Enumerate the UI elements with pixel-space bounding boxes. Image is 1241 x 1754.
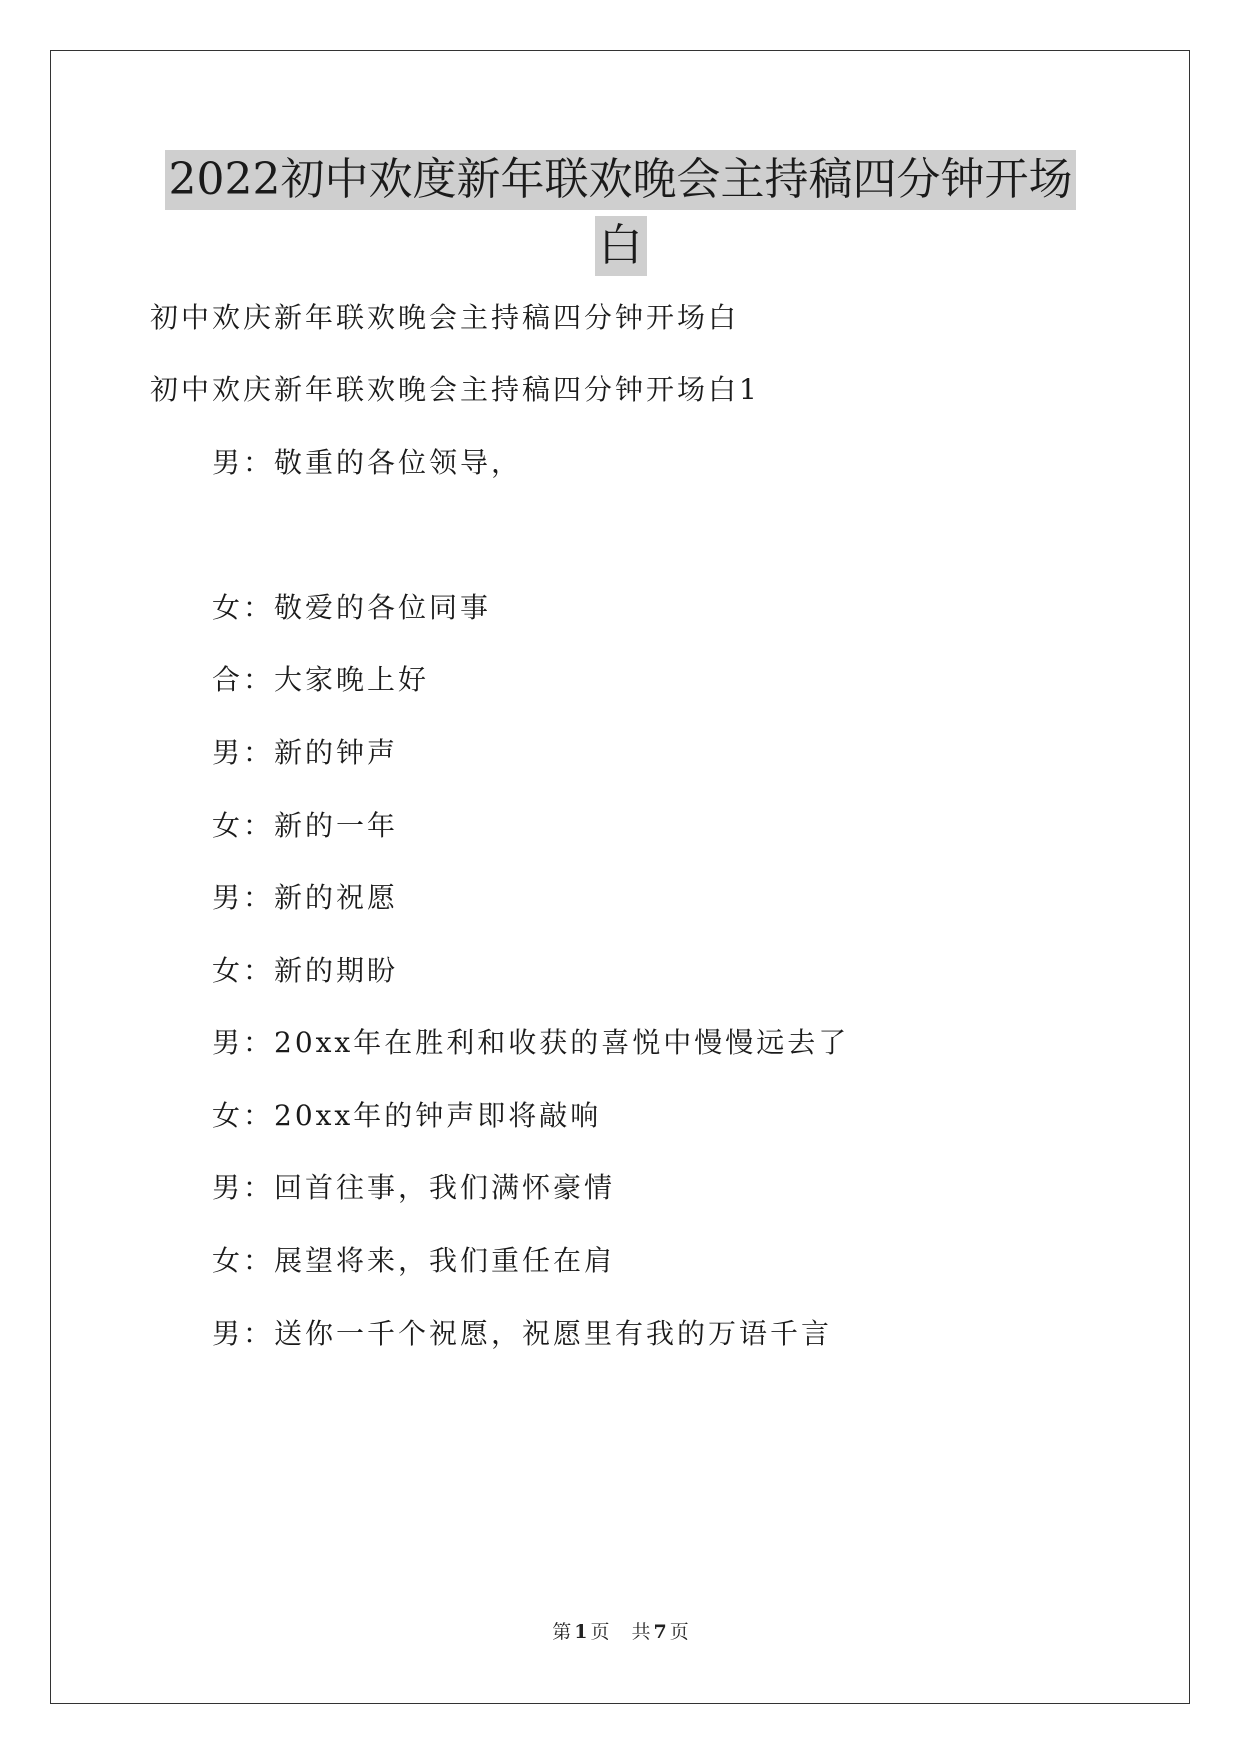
paragraph: 男：20xx年在胜利和收获的喜悦中慢慢远去了 [212,1026,850,1059]
paragraph: 合：大家晚上好 [212,663,430,696]
footer-prefix: 第 [552,1621,572,1643]
total-pages: 7 [653,1621,667,1643]
subtitle: 初中欢庆新年联欢晚会主持稿四分钟开场白 [150,301,740,334]
title-line-1: 2022初中欢度新年联欢晚会主持稿四分钟开场 [165,150,1077,210]
footer-page-unit: 页 [590,1621,610,1643]
paragraph: 女：展望将来，我们重任在肩 [212,1244,616,1277]
page-footer [0,1620,1241,1644]
page-number: 1 [574,1621,588,1643]
paragraph: 男：敬重的各位领导， [212,446,523,479]
paragraph: 女：敬爱的各位同事 [212,591,492,624]
paragraph: 男：回首往事，我们满怀豪情 [212,1171,616,1204]
paragraph: 女：新的一年 [212,809,399,842]
document-title [0,150,1241,276]
title-line-2: 白 [595,216,647,276]
footer-total-prefix: 共 [631,1621,651,1643]
paragraph: 女：20xx年的钟声即将敲响 [212,1099,602,1132]
paragraph: 男：新的钟声 [212,736,399,769]
section-heading: 初中欢庆新年联欢晚会主持稿四分钟开场白1 [150,373,760,406]
footer-total-unit: 页 [669,1621,689,1643]
page-border [50,50,1190,1704]
paragraph: 男：送你一千个祝愿，祝愿里有我的万语千言 [212,1317,833,1350]
paragraph: 男：新的祝愿 [212,881,399,914]
paragraph: 女：新的期盼 [212,954,399,987]
